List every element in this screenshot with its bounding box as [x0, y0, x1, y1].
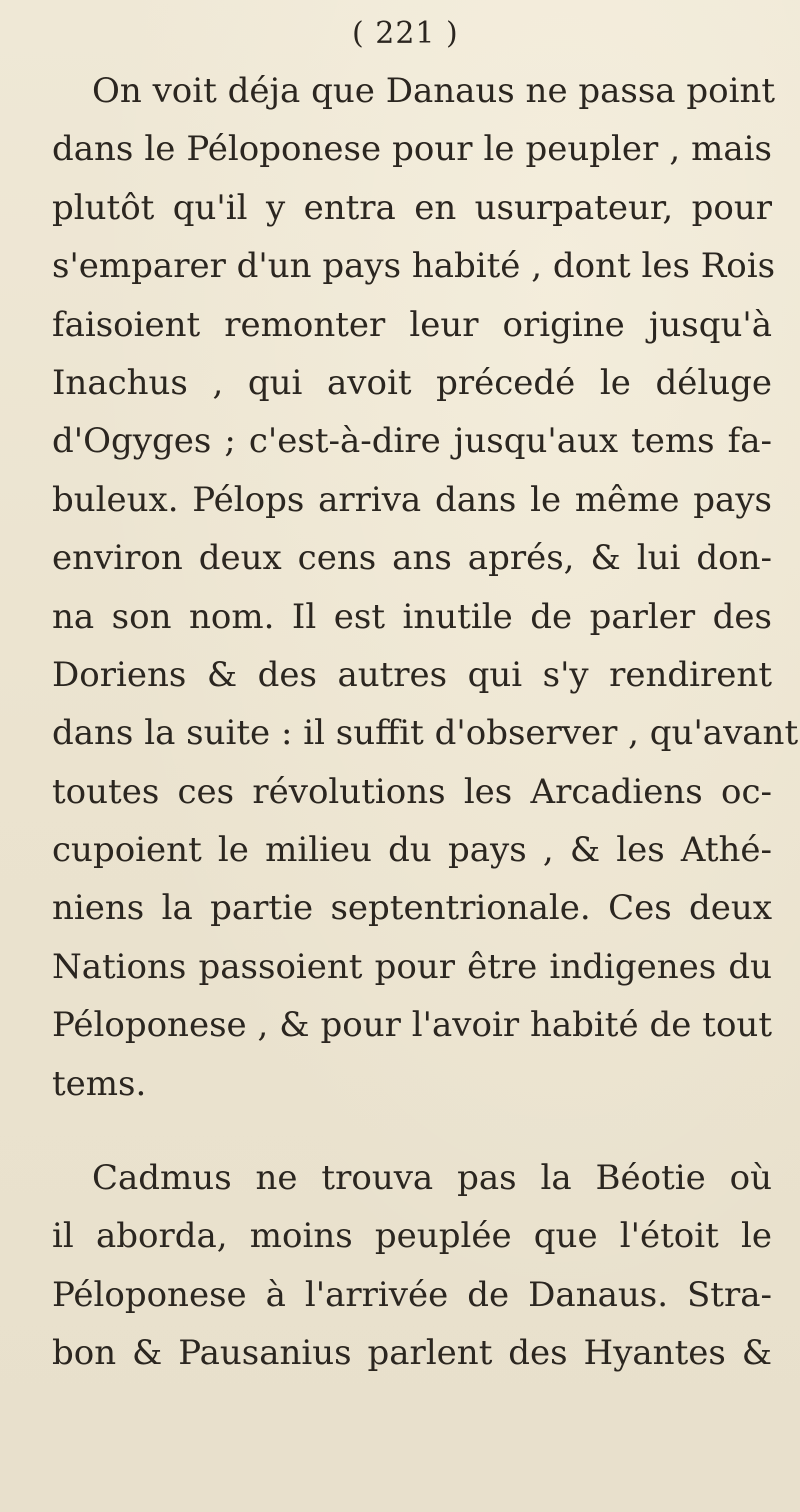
paragraph-2 — [52, 1149, 772, 1383]
text-line: Inachus , qui avoit précedé le déluge — [52, 362, 772, 403]
text-line: buleux. Pélops arriva dans le même pays — [52, 479, 772, 520]
page-number: ( 221 ) — [352, 16, 459, 51]
text-line: dans la suite : il suffit d'observer , qu'avant — [52, 713, 799, 754]
text-line: Nations passoient pour être indigenes du — [52, 946, 772, 987]
paragraph-gap — [52, 1113, 772, 1149]
text-line: On voit déja que Danaus ne passa point — [92, 71, 776, 111]
text-line: Doriens & des autres qui s'y rendirent — [52, 654, 772, 695]
text-line: Péloponese , & pour l'avoir habité de tout — [52, 1005, 772, 1046]
paragraph-1 — [52, 62, 799, 1113]
text-line: il aborda, moins peuplée que l'étoit le — [52, 1216, 772, 1257]
text-line: s'emparer d'un pays habité , dont les Rois — [52, 246, 776, 287]
text-line: tems. — [52, 1063, 147, 1104]
text-line: d'Ogyges ; c'est-à-dire jusqu'aux tems fa- — [52, 421, 772, 462]
text-line: toutes ces révolutions les Arcadiens oc- — [52, 771, 772, 812]
text-line: plutôt qu'il y entra en usurpateur, pour — [52, 187, 772, 228]
text-line: faisoient remonter leur origine jusqu'à — [52, 304, 772, 345]
text-line: environ deux cens ans aprés, & lui don- — [52, 538, 772, 579]
text-line: niens la partie septentrionale. Ces deux — [52, 888, 772, 929]
body-text — [52, 62, 799, 1383]
text-line: na son nom. Il est inutile de parler des — [52, 596, 772, 637]
text-line: Cadmus ne trouva pas la Béotie où — [92, 1158, 772, 1199]
text-line: Péloponese à l'arrivée de Danaus. Stra- — [52, 1274, 772, 1315]
text-line: bon & Pausanius parlent des Hyantes & — [52, 1333, 772, 1374]
text-line: cupoient le milieu du pays , & les Athé- — [52, 830, 772, 871]
text-line: dans le Péloponese pour le peupler , mais — [52, 129, 772, 170]
